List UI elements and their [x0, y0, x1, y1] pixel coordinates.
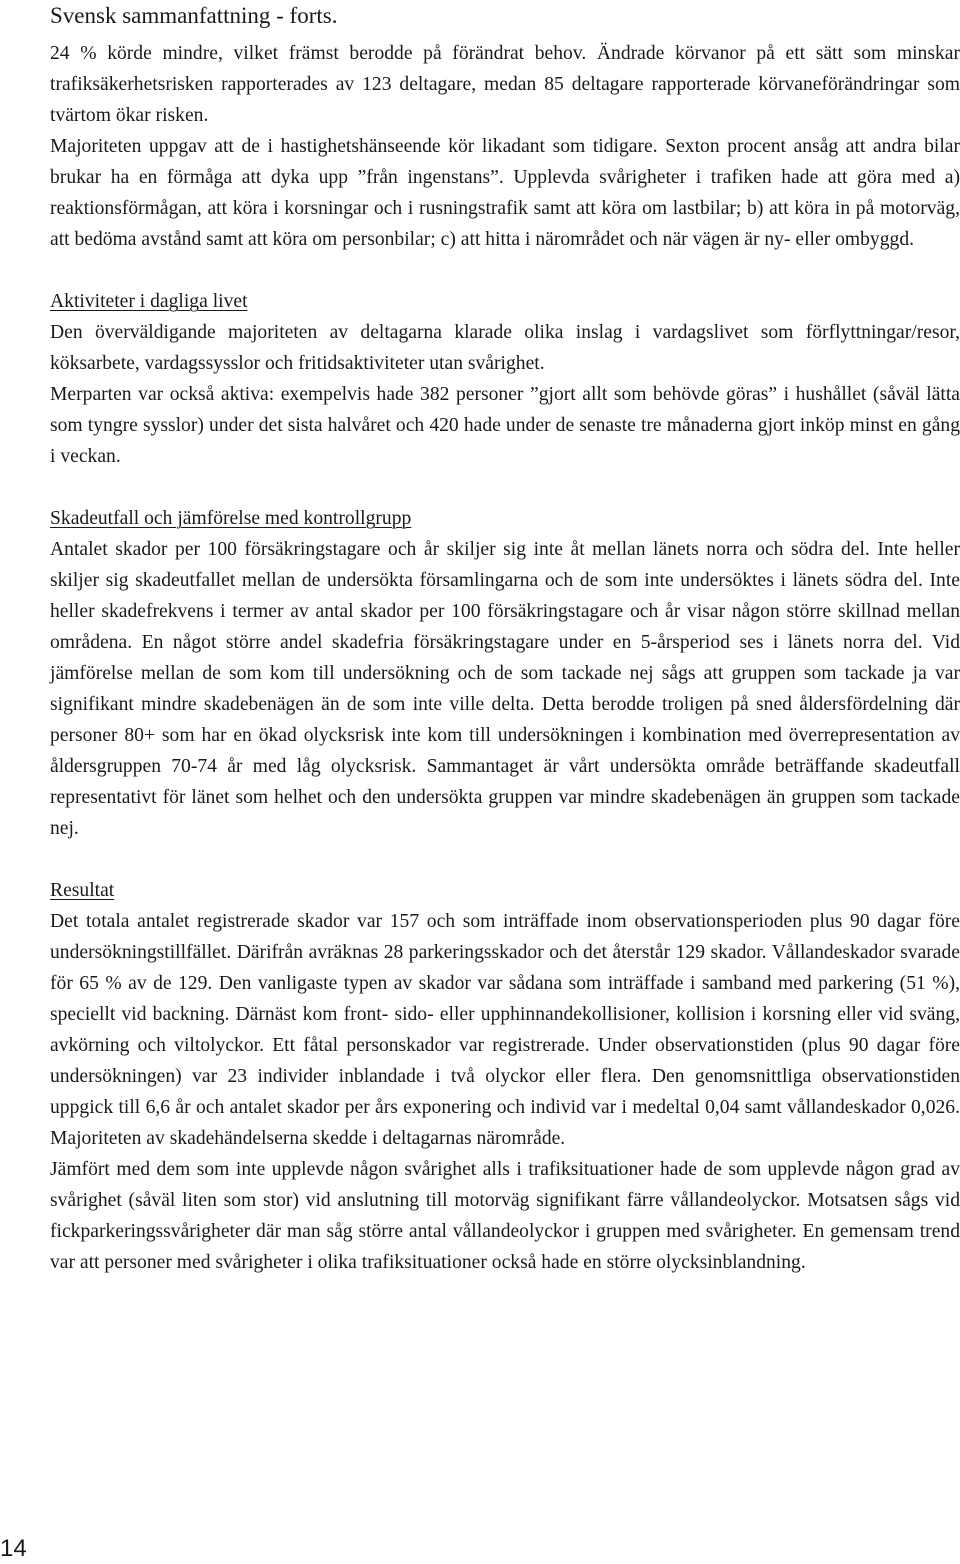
activities-paragraph-1: Den överväldigande majoriteten av deltagarna klarade olika inslag i vardagslivet som förflyttningar/resor, köksarbete, vardagssysslor och fritidsaktiviteter utan svårighet. — [50, 322, 960, 374]
section-gap — [50, 472, 960, 503]
intro-paragraph-1: 24 % körde mindre, vilket främst berodde på förändrat behov. Ändrade körvanor på ett sätt som minskar trafiksäkerhetsrisken rapporterades av 123 deltagare, medan 85 deltagare rapporterade körvaneförändringar som tvärtom ökar risken. — [50, 43, 960, 126]
page-title: Svensk sammanfattning - forts. — [50, 3, 338, 28]
damage-paragraph-1: Antalet skador per 100 försäkringstagare och år skiljer sig inte åt mellan länets norra och södra del. Inte heller skiljer sig skadeutfallet mellan de undersökta församlingarna och de som inte undersöktes i länets södra del. Inte heller skadefrekvens i termer av antal skador per 100 försäkringstagare och år visar någon större skillnad mellan områdena. En något större andel skadefria försäkringstagare under en 5-årsperiod ses i länets norra del. Vid jämförelse mellan de som kom till undersökning och de som tackade nej sågs att gruppen som tackade ja var signifikant mindre skadebenägen än de som inte ville delta. Detta berodde troligen på sned åldersfördelning där personer 80+ som har en ökad olycksrisk inte kom till undersökningen i kombination med överrepresentation av åldersgruppen 70-74 år med låg olycksrisk. Sammantaget är vårt undersökta område beträffande skadeutfall representativt för länet som helhet och den undersökta gruppen var mindre skadebenägen än gruppen som tackade nej. — [50, 539, 960, 839]
section-heading-damage: Skadeutfall och jämförelse med kontrollgrupp — [50, 508, 412, 529]
section-heading-results: Resultat — [50, 880, 115, 901]
section-heading-activities: Aktiviteter i dagliga livet — [50, 291, 248, 312]
document-body — [50, 38, 960, 1278]
section-gap — [50, 255, 960, 286]
page-number: 14 — [0, 1535, 27, 1562]
intro-paragraph-2: Majoriteten uppgav att de i hastighetshänseende kör likadant som tidigare. Sexton procent ansåg att andra bilar brukar ha en förmåga att dyka upp ”från ingenstans”. Upplevda svårigheter i trafiken hade att göra med a) reaktionsförmågan, att köra i korsningar och i rusningstrafik samt att köra om lastbilar; b) att köra in på motorväg, att bedöma avstånd samt att köra om personbilar; c) att hitta i närområdet och när vägen är ny- eller ombyggd. — [50, 136, 960, 250]
results-paragraph-1: Det totala antalet registrerade skador var 157 och som inträffade inom observationsperioden plus 90 dagar före undersökningstillfället. Därifrån avräknas 28 parkeringsskador och det återstår 129 skador. Vållandeskador svarade för 65 % av de 129. Den vanligaste typen av skador var sådana som inträffade i samband med parkering (51 %), speciellt vid backning. Därnäst kom front- sido- eller upphinnandekollisioner, kollision i korsning eller vid sväng, avkörning och viltolyckor. Ett fåtal personskador var registrerade. Under observationstiden (plus 90 dagar före undersökningen) var 23 individer inblandade i två olyckor eller flera. Den genomsnittliga observationstiden uppgick till 6,6 år och antalet skador per års exponering och individ var i medeltal 0,04 samt vållandeskador 0,026. Majoriteten av skadehändelserna skedde i deltagarnas närområde. — [50, 911, 960, 1149]
section-gap — [50, 844, 960, 875]
results-paragraph-2: Jämfört med dem som inte upplevde någon svårighet alls i trafiksituationer hade de som upplevde någon grad av svårighet (såväl liten som stor) vid anslutning till motorväg signifikant färre vållandeolyckor. Motsatsen sågs vid fickparkeringssvårigheter där man såg större antal vållandeolyckor i gruppen med svårigheter. En gemensam trend var att personer med svårigheter i olika trafiksituationer också hade en större olycksinblandning. — [50, 1159, 960, 1273]
activities-paragraph-2: Merparten var också aktiva: exempelvis hade 382 personer ”gjort allt som behövde göras” i hushållet (såväl lätta som tyngre sysslor) under det sista halvåret och 420 hade under de senaste tre månaderna gjort inköp minst en gång i veckan. — [50, 384, 960, 467]
